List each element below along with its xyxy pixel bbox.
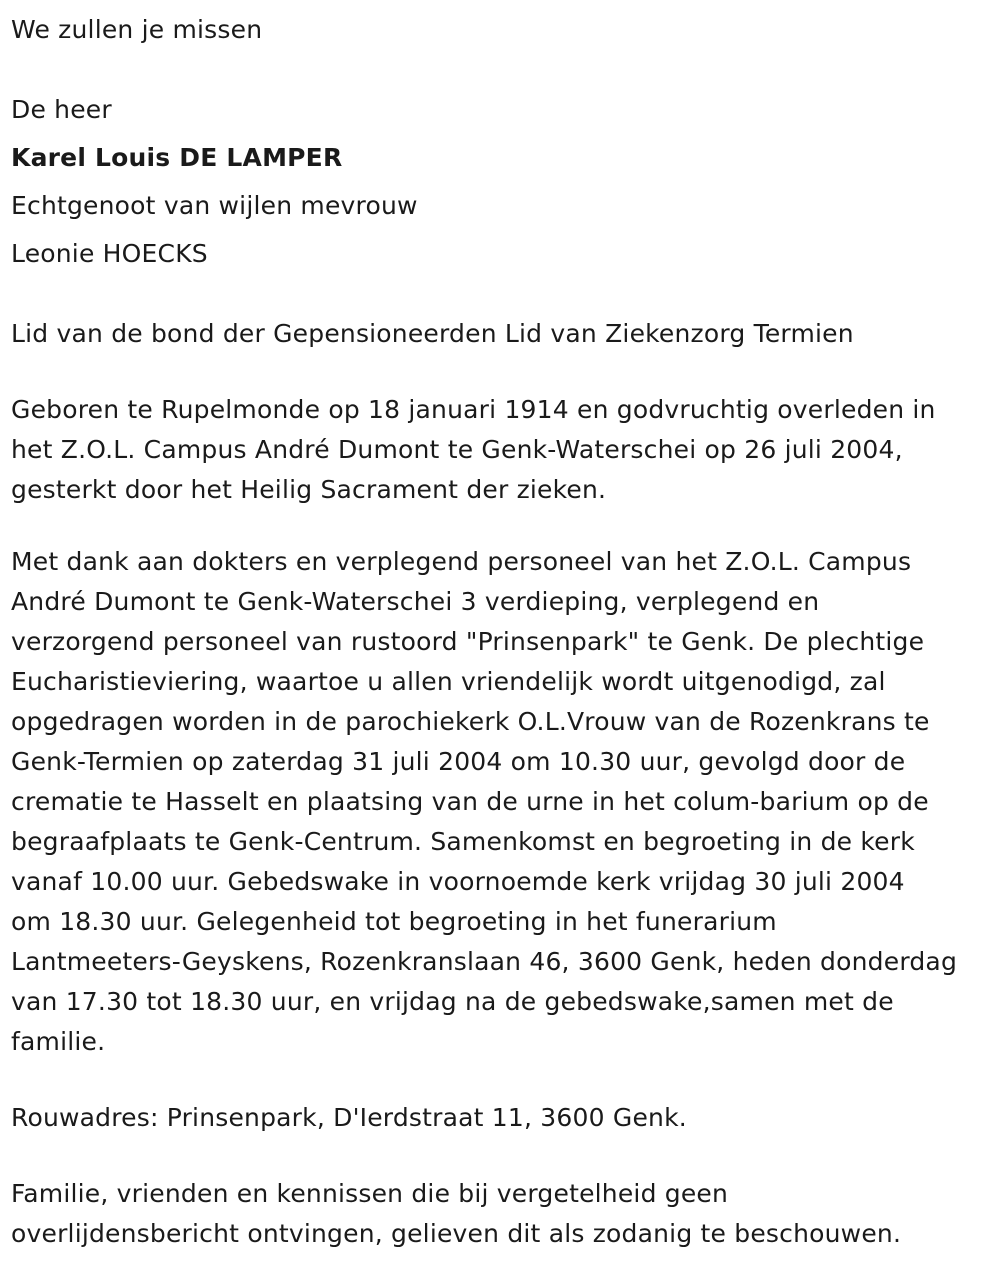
- spouse-label: Echtgenoot van wijlen mevrouw: [11, 191, 418, 220]
- paragraph-line: overlijdensbericht ontvingen, gelieven dit als zodanig te beschouwen.: [11, 1219, 902, 1248]
- paragraph-line: opgedragen worden in de parochiekerk O.L.Vrouw van de Rozenkrans te: [11, 707, 930, 736]
- paragraph-line: crematie te Hasselt en plaatsing van de urne in het colum-barium op de: [11, 787, 929, 816]
- paragraph-line: Familie, vrienden en kennissen die bij vergetelheid geen: [11, 1179, 729, 1208]
- intro-text: We zullen je missen: [11, 15, 263, 44]
- closing-paragraph: [11, 1174, 985, 1254]
- ceremony-paragraph: [11, 542, 985, 1062]
- paragraph-line: gesterkt door het Heilig Sacrament der zieken.: [11, 475, 607, 504]
- paragraph-line: André Dumont te Genk-Waterschei 3 verdieping, verplegend en: [11, 587, 820, 616]
- deceased-title: De heer: [11, 95, 112, 124]
- paragraph-line: Lantmeeters-Geyskens, Rozenkranslaan 46, 3600 Genk, heden donderdag: [11, 947, 958, 976]
- paragraph-line: vanaf 10.00 uur. Gebedswake in voornoemde kerk vrijdag 30 juli 2004: [11, 867, 905, 896]
- membership-text: Lid van de bond der Gepensioneerden Lid van Ziekenzorg Termien: [11, 319, 854, 348]
- birth-death-paragraph: [11, 390, 985, 510]
- spacer: [11, 54, 985, 86]
- spacer: [11, 1062, 985, 1094]
- paragraph-line: Met dank aan dokters en verplegend personeel van het Z.O.L. Campus: [11, 547, 912, 576]
- paragraph-line: Geboren te Rupelmonde op 18 januari 1914 en godvruchtig overleden in: [11, 395, 936, 424]
- paragraph-line: om 18.30 uur. Gelegenheid tot begroeting in het funerarium: [11, 907, 777, 936]
- spacer: [11, 1142, 985, 1174]
- spacer: [11, 358, 985, 390]
- paragraph-line: Genk-Termien op zaterdag 31 juli 2004 om 10.30 uur, gevolgd door de: [11, 747, 906, 776]
- deceased-name: Karel Louis DE LAMPER: [11, 143, 343, 172]
- spacer: [11, 278, 985, 310]
- spouse-name: Leonie HOECKS: [11, 239, 208, 268]
- spacer: [11, 510, 985, 542]
- paragraph-line: familie.: [11, 1027, 106, 1056]
- paragraph-line: van 17.30 tot 18.30 uur, en vrijdag na de gebedswake,samen met de: [11, 987, 894, 1016]
- paragraph-line: begraafplaats te Genk-Centrum. Samenkomst en begroeting in de kerk: [11, 827, 915, 856]
- paragraph-line: verzorgend personeel van rustoord "Prinsenpark" te Genk. De plechtige: [11, 627, 925, 656]
- paragraph-line: Eucharistieviering, waartoe u allen vriendelijk wordt uitgenodigd, zal: [11, 667, 886, 696]
- paragraph-line: het Z.O.L. Campus André Dumont te Genk-Waterschei op 26 juli 2004,: [11, 435, 903, 464]
- mourning-address: Rouwadres: Prinsenpark, D'Ierdstraat 11, 3600 Genk.: [11, 1103, 687, 1132]
